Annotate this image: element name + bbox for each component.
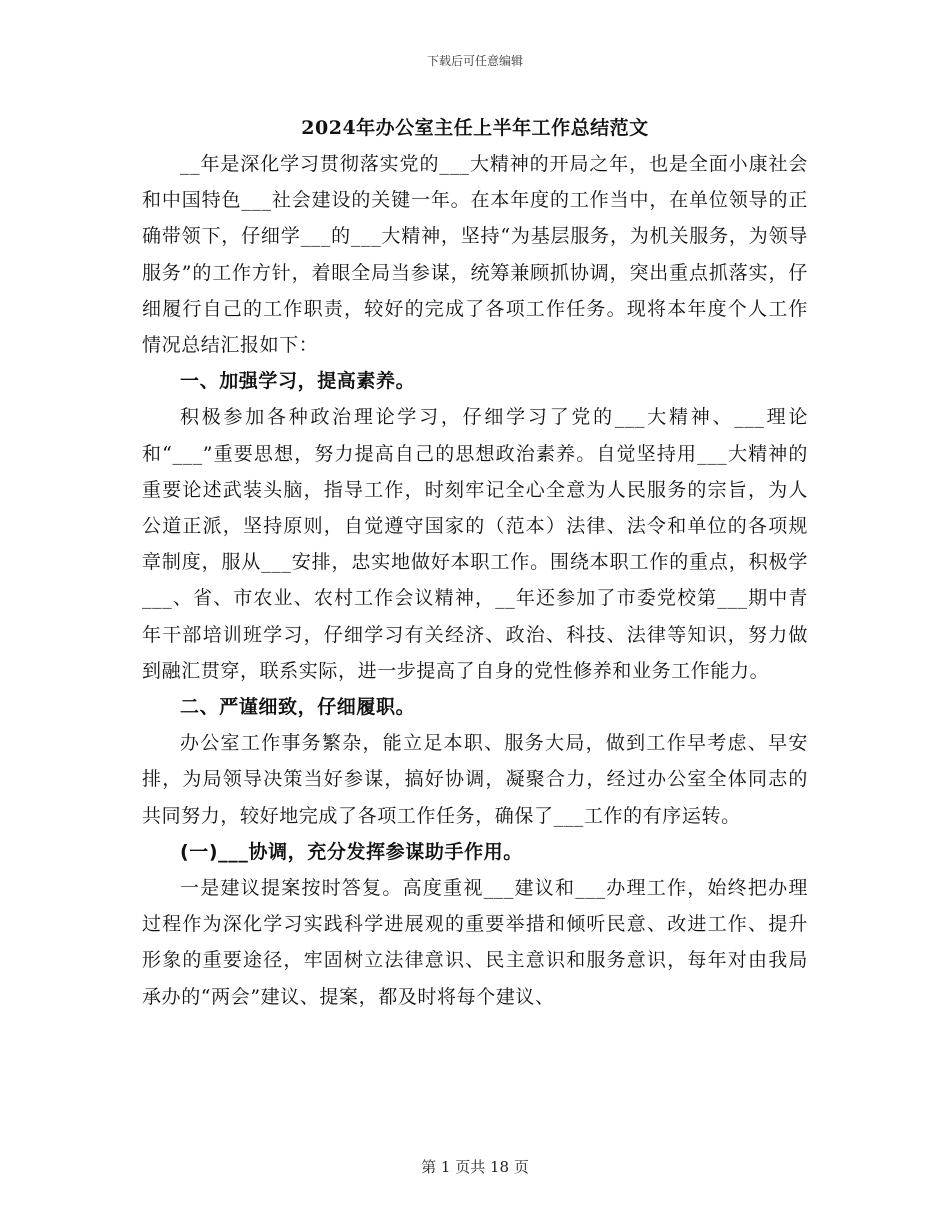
subsection-heading-1: (一)___协调，充分发挥参谋助手作用。 [180, 840, 523, 863]
document-body [142, 110, 808, 1015]
document-title: 2024年办公室主任上半年工作总结范文 [301, 117, 649, 139]
section-heading-2: 二、严谨细致，仔细履职。 [180, 696, 416, 719]
paragraph-office-work: 办公室工作事务繁杂，能立足本职、服务大局，做到工作早考虑、早安排，为局领导决策当好参谋，搞好协调，凝聚合力，经过办公室全体同志的共同努力，较好地完成了各项工作任务，确保了___工作的有序运转。 [142, 732, 808, 827]
page-footer: 第 1 页共 18 页 [421, 1158, 529, 1176]
paragraph-proposals: 一是建议提案按时答复。高度重视___建议和___办理工作，始终把办理过程作为深化学习实践科学进展观的重要举措和倾听民意、改进工作、提升形象的重要途径，牢固树立法律意识、民主意识和服务意识，每年对由我局承办的“两会”建议、提案，都及时将每个建议、 [142, 877, 808, 1008]
paragraph-intro: __年是深化学习贯彻落实党的___大精神的开局之年，也是全面小康社会和中国特色___社会建设的关键一年。在本年度的工作当中，在单位领导的正确带领下，仔细学___的___大精神，坚持“为基层服务，为机关服务，为领导服务”的工作方针，着眼全局当参谋，统筹兼顾抓协调，突出重点抓落实，仔细履行自己的工作职责，较好的完成了各项工作任务。现将本年度个人工作情况总结汇报如下： [142, 153, 808, 357]
section-heading-1: 一、加强学习，提高素养。 [180, 370, 416, 393]
paragraph-study: 积极参加各种政治理论学习，仔细学习了党的___大精神、___理论和“___”重要思想，努力提高自己的思想政治素养。自觉坚持用___大精神的重要论述武装头脑，指导工作，时刻牢记全心全意为人民服务的宗旨，为人公道正派，坚持原则，自觉遵守国家的（范本）法律、法令和单位的各项规章制度，服从___安排，忠实地做好本职工作。围绕本职工作的重点，积极学___、省、市农业、农村工作会议精神，__年还参加了市委党校第___期中青年干部培训班学习，仔细学习有关经济、政治、科技、法律等知识，努力做到融汇贯穿，联系实际，进一步提高了自身的党性修养和业务工作能力。 [142, 406, 808, 682]
page-header: 下载后可任意编辑 [426, 54, 523, 68]
